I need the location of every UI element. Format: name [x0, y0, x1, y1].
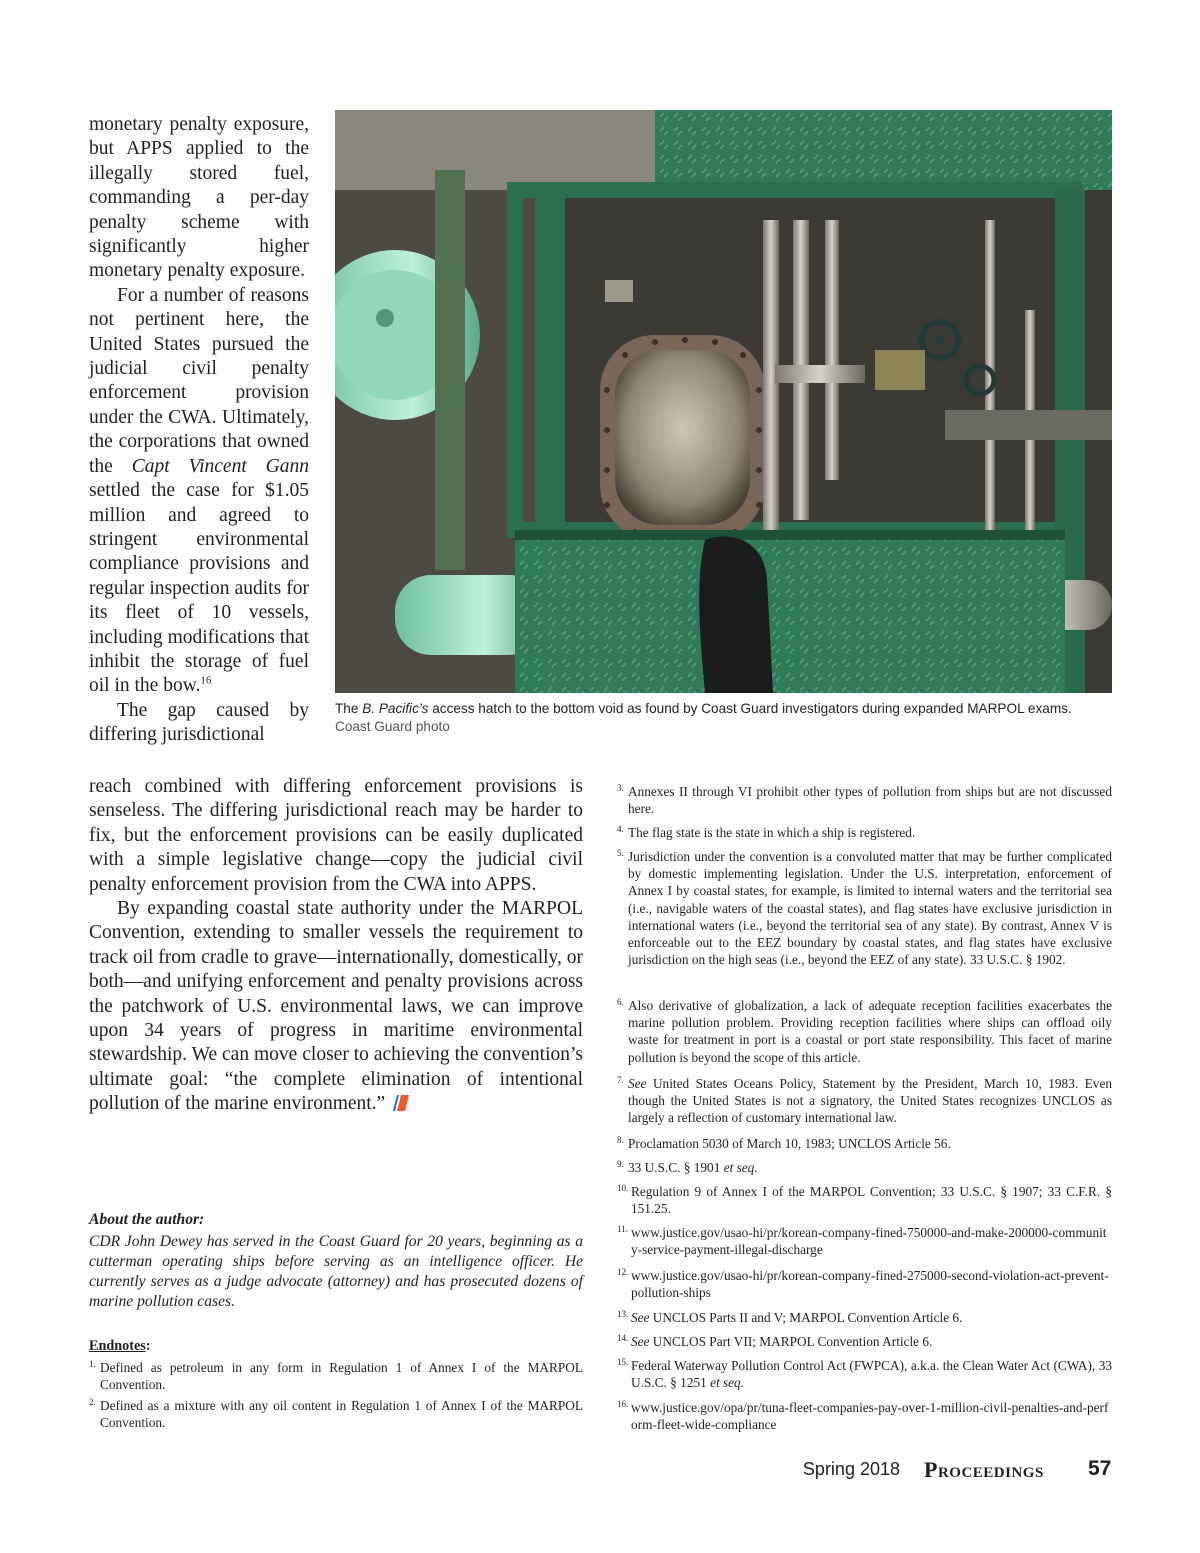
engine-room-hatch-image [335, 110, 1112, 693]
body-paragraph: For a number of reasons not pertinent here, the United States pursued the judicial civil penalty enforcement provision under the CWA. Ultimately, the corporations that owned the Capt Vincent Gann settled the case for $1.05 million and agreed to stringent environmental compliance provisions and regular inspection audits for its fleet of 10 vessels, including modifications that inhibit the storage of fuel oil in the bow.$^{16}$ [89, 284, 309, 697]
endnotes-heading: Endnotes: [89, 1338, 151, 1354]
endnote-item: 12. www.justice.gov/usao-hi/pr/korean-company-fined-275000-second-violation-act-prevent-pollution-ships [617, 1267, 1109, 1301]
author-bio-text: CDR John Dewey has served in the Coast Guard for 20 years, beginning as a cutterman operating ships before serving as an intelligence officer. He currently serves as a judge advocate (attorney) and has prosecuted dozens of marine pollution cases. [89, 1233, 583, 1310]
endnote-ref[interactable]: 16 [200, 674, 212, 687]
endnote-item: 15. Federal Waterway Pollution Control Act (FWPCA), a.k.a. the Clean Water Act (CWA), 33 U.S.C. § 1251 et seq. [617, 1357, 1112, 1391]
author-bio [89, 1210, 583, 1312]
endnote-item: 2. Defined as a mixture with any oil content in Regulation 1 of Annex I of the MARPOL Convention. [89, 1397, 583, 1431]
end-of-article-icon [391, 1095, 409, 1111]
endnote-item: 8. Proclamation 5030 of March 10, 1983; UNCLOS Article 56. [617, 1135, 951, 1151]
endnote-item: 11. www.justice.gov/usao-hi/pr/korean-company-fined-750000-and-make-200000-community-service-payment-illegal-discharge [617, 1224, 1107, 1258]
body-paragraph: monetary penalty exposure, but APPS applied to the illegally stored fuel, commanding a per-day penalty scheme with significantly higher monetary penalty exposure. [89, 114, 309, 282]
article-photo [335, 110, 1112, 693]
body-paragraph: The gap caused by differing jurisdictional [89, 699, 309, 746]
page-footer [0, 1457, 1200, 1487]
endnote-item: 7. See United States Oceans Policy, Statement by the President, March 10, 1983. Even though the United States is not a signatory, the United States recognizes UNCLOS as largely a reflection of customary international law. [617, 1075, 1112, 1126]
author-heading: About the author: [89, 1211, 205, 1228]
body-paragraph: By expanding coastal state authority under the MARPOL Convention, extending to smaller vessels the requirement to track oil from cradle to grave—internationally, domestically, or both—and unifying enforcement and penalty provisions across the patchwork of U.S. environmental laws, we can improve upon 34 years of progress in maritime environmental stewardship. We can move closer to achieving the convention’s ultimate goal: “the complete elimination of intentional pollution of the marine environment.” [89, 898, 584, 1115]
endnote-item: 6. Also derivative of globalization, a lack of adequate reception facilities exacerbates the marine pollution problem. Providing reception facilities where ships can offload oily waste for treatment in port is a coastal or port state responsibility. This facet of marine pollution is beyond the scope of this article. [617, 997, 1112, 1065]
endnote-item: 3. Annexes II through VI prohibit other types of pollution from ships but are not discussed here. [617, 783, 1112, 817]
endnote-item: 4. The flag state is the state in which a ship is registered. [617, 824, 916, 840]
ship-name: Capt Vincent Gann [131, 455, 309, 477]
photo-credit: Coast Guard photo [335, 719, 450, 734]
page-number: 57 [1088, 1457, 1112, 1480]
magazine-name: Proceedings [924, 1457, 1044, 1482]
endnote-item: 9. 33 U.S.C. § 1901 et seq. [617, 1159, 758, 1175]
article-column-narrow [89, 113, 309, 748]
issue-season: Spring 2018 [802, 1459, 900, 1479]
endnote-item: 5. Jurisdiction under the convention is a convoluted matter that may be further complicated by domestic implementing legislation. Under the U.S. interpretation, enforcement of Annex I by coastal states, for example, is limited to internal waters and the territorial sea (i.e., navigable waters of the coastal states), and flag states have exclusive jurisdiction in international waters (i.e., beyond the territorial sea of any state). By contrast, Annex V is enforceable out to the EEZ boundary by coastal states, and flag states have exclusive jurisdiction on the high seas (i.e., beyond the EEZ of any state). 33 U.S.C. § 1902. [617, 848, 1112, 968]
photo-caption: The B. Pacific’s access hatch to the bottom void as found by Coast Guard investigators during expanded MARPOL exams. Coast Guard photo [335, 700, 1125, 736]
endnote-item: 13. See UNCLOS Parts II and V; MARPOL Convention Article 6. [617, 1309, 963, 1325]
article-column-wide [89, 775, 583, 1117]
body-paragraph: reach combined with differing enforcement provisions is senseless. The differing jurisdictional reach may be harder to fix, but the enforcement provisions can be easily duplicated with a simple legislative change—copy the judicial civil penalty enforcement provision from the CWA into APPS. [89, 776, 583, 895]
endnote-item: 10. Regulation 9 of Annex I of the MARPOL Convention; 33 U.S.C. § 1907; 33 C.F.R. § 151.25. [617, 1183, 1112, 1217]
endnote-item: 16. www.justice.gov/opa/pr/tuna-fleet-companies-pay-over-1-million-civil-penalties-and-perform-fleet-wide-compliance [617, 1399, 1109, 1433]
endnote-item: 1. Defined as petroleum in any form in Regulation 1 of Annex I of the MARPOL Convention. [89, 1359, 583, 1393]
endnote-item: 14. See UNCLOS Part VII; MARPOL Convention Article 6. [617, 1333, 933, 1349]
